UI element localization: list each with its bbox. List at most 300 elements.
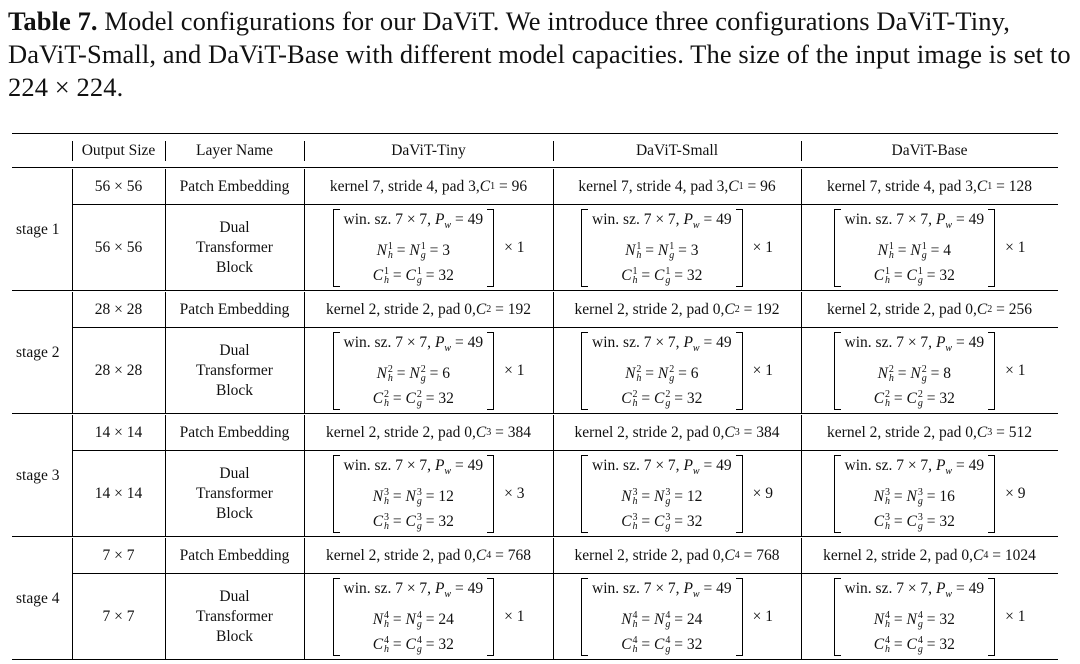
window-row (592, 576, 732, 607)
patch-config-cell (553, 538, 801, 573)
equals: = (926, 242, 944, 260)
window-size: win. sz. 7 × 7, (844, 579, 936, 597)
patch-config: kernel 2, stride 2, pad 0, (326, 423, 476, 441)
repeat-multiplier: × 1 (1005, 238, 1026, 256)
layer-name-line: Block (215, 381, 254, 399)
equals: = (890, 513, 907, 531)
layer-name-cell (165, 292, 304, 327)
equals: = (952, 333, 969, 351)
stage-label-cell (12, 538, 76, 659)
equals: = (739, 300, 757, 318)
subscript: h (384, 275, 390, 287)
column-divider (165, 169, 166, 290)
channel-value: 768 (756, 546, 780, 564)
channels-row (621, 263, 702, 288)
superscript: 1 (669, 241, 675, 253)
channel-value: 384 (507, 423, 531, 441)
channels-value: 32 (438, 513, 454, 531)
channels-row (621, 386, 702, 411)
equals: = (392, 365, 410, 383)
channels-row (621, 632, 702, 657)
heads-value: 6 (690, 365, 699, 383)
n-symbol: N (376, 242, 387, 260)
c-symbol: C (873, 267, 885, 285)
superscript: 2 (921, 364, 927, 376)
right-bracket (487, 209, 494, 287)
equals: = (739, 546, 757, 564)
c-symbol: C (906, 267, 917, 285)
heads-row (621, 484, 702, 509)
superscript: 2 (387, 364, 393, 376)
pw-value: 49 (467, 579, 484, 597)
c-symbol: C (654, 267, 665, 285)
layer-name-cell (165, 538, 304, 573)
output-size: 14 × 14 (94, 423, 143, 441)
repeat-multiplier: × 3 (504, 484, 525, 502)
superscript: 3 (665, 512, 671, 524)
channels-row (373, 509, 454, 534)
equals: = (952, 210, 969, 228)
channels-row (621, 509, 702, 534)
window-size: win. sz. 7 × 7, (844, 333, 936, 351)
c-symbol: C (372, 513, 384, 531)
header-label: DaViT-Small (635, 142, 719, 159)
channel-symbol: C (479, 177, 491, 195)
config-matrix (834, 207, 996, 288)
equals: = (670, 636, 687, 654)
channel-superscript: 2 (486, 304, 492, 315)
equals: = (421, 611, 439, 629)
channel-symbol: C (976, 423, 988, 441)
c-symbol: C (405, 267, 416, 285)
stage-label-cell (12, 169, 76, 290)
bottom-rule (12, 659, 1058, 660)
pw-symbol: P (935, 333, 946, 351)
channel-superscript: 4 (983, 550, 989, 561)
subscript: h (885, 619, 891, 631)
patch-config-cell (553, 415, 801, 450)
pw-value: 49 (716, 579, 732, 597)
stage-rule (12, 413, 1058, 414)
subscript: g (416, 644, 422, 656)
n-symbol: N (376, 365, 387, 383)
block-config-cell (553, 205, 801, 290)
subscript: h (384, 496, 390, 508)
subscript: g (921, 373, 927, 385)
subscript: h (384, 398, 390, 410)
patch-config-cell (801, 415, 1058, 450)
pw-symbol: P (683, 456, 693, 474)
channel-superscript: 4 (734, 550, 740, 561)
equals: = (421, 636, 439, 654)
header-label: Layer Name (195, 142, 274, 159)
pw-subscript: w (692, 220, 700, 232)
output-size-cell (72, 328, 165, 413)
channel-value: 192 (756, 300, 780, 318)
subscript: g (665, 398, 671, 410)
stage-label-cell (12, 292, 76, 413)
window-row (344, 576, 484, 607)
equals: = (952, 456, 969, 474)
heads-row (874, 607, 955, 632)
c-symbol: C (873, 636, 885, 654)
equals: = (637, 636, 655, 654)
pw-symbol: P (935, 579, 946, 597)
equals: = (637, 390, 655, 408)
matrix-rows (340, 576, 488, 657)
channel-superscript: 3 (486, 427, 492, 438)
c-symbol: C (906, 390, 917, 408)
pw-value: 49 (716, 456, 732, 474)
n-symbol: N (873, 611, 885, 629)
channel-value: 96 (760, 177, 776, 195)
pw-subscript: w (692, 589, 700, 601)
config-matrix (581, 330, 743, 411)
header-label: Output Size (81, 142, 156, 159)
n-symbol: N (409, 365, 420, 383)
header-label: DaViT-Tiny (391, 142, 466, 159)
output-size-cell (72, 205, 165, 290)
equals: = (670, 513, 687, 531)
channel-symbol: C (724, 546, 735, 564)
channel-symbol: C (475, 300, 487, 318)
subscript: g (917, 644, 923, 656)
c-symbol: C (621, 390, 632, 408)
config-matrix (581, 453, 743, 534)
subscript: h (885, 398, 891, 410)
channels-value: 32 (686, 513, 703, 531)
channel-value: 256 (1008, 300, 1032, 318)
equals: = (451, 333, 468, 351)
subscript: h (632, 496, 638, 508)
config-matrix (834, 576, 996, 657)
equals: = (641, 365, 658, 383)
subscript: g (665, 521, 671, 533)
superscript: 3 (885, 487, 891, 499)
channels-value: 32 (939, 390, 955, 408)
subscript: g (921, 250, 927, 262)
layer-name-cell (165, 451, 304, 536)
equals: = (674, 242, 691, 260)
heads-value: 8 (943, 365, 952, 383)
superscript: 4 (885, 610, 891, 622)
subscript: h (387, 373, 393, 385)
equals: = (890, 611, 907, 629)
matrix-rows (340, 453, 488, 534)
heads-row (874, 484, 955, 509)
window-size: win. sz. 7 × 7, (592, 456, 684, 474)
c-symbol: C (906, 636, 917, 654)
matrix-rows (588, 453, 736, 534)
equals: = (495, 177, 512, 195)
c-symbol: C (621, 513, 632, 531)
n-symbol: N (910, 242, 921, 260)
column-divider (553, 538, 554, 659)
equals: = (389, 488, 406, 506)
subscript: h (384, 619, 390, 631)
layer-name-line: Transformer (196, 238, 273, 256)
patch-config: kernel 2, stride 2, pad 0, (574, 546, 725, 564)
c-symbol: C (405, 636, 416, 654)
left-bracket (333, 578, 340, 656)
patch-config: kernel 2, stride 2, pad 0, (326, 300, 476, 318)
heads-row (625, 361, 698, 386)
block-config-cell (801, 205, 1058, 290)
output-size: 7 × 7 (102, 546, 135, 564)
superscript: 2 (885, 389, 891, 401)
n-symbol: N (409, 242, 420, 260)
stage-rule (12, 536, 1058, 537)
subscript: h (885, 496, 891, 508)
window-row (344, 453, 484, 484)
n-symbol: N (877, 242, 888, 260)
column-divider (72, 292, 73, 413)
layer-name-line: Transformer (196, 361, 273, 379)
superscript: 2 (665, 389, 671, 401)
n-symbol: N (625, 242, 636, 260)
left-bracket (581, 455, 588, 533)
superscript: 1 (917, 266, 923, 278)
left-bracket (581, 332, 588, 410)
equals: = (670, 611, 687, 629)
channel-superscript: 1 (738, 181, 744, 192)
pw-value: 49 (467, 333, 484, 351)
layer-name-cell (165, 574, 304, 659)
equals: = (637, 267, 655, 285)
superscript: 2 (917, 389, 923, 401)
equals: = (674, 365, 691, 383)
window-size: win. sz. 7 × 7, (592, 333, 684, 351)
equals: = (421, 390, 439, 408)
pw-subscript: w (444, 220, 452, 232)
subscript: g (665, 644, 671, 656)
stage-label: stage 3 (16, 466, 60, 484)
channel-symbol: C (475, 546, 487, 564)
channel-value: 512 (1008, 423, 1032, 441)
table-caption (8, 5, 1072, 104)
subscript: h (636, 373, 642, 385)
column-divider (72, 538, 73, 659)
superscript: 1 (665, 266, 671, 278)
left-bracket (333, 455, 340, 533)
layer-name-cell (165, 328, 304, 413)
left-bracket (834, 578, 841, 656)
right-bracket (487, 578, 494, 656)
config-matrix (333, 576, 495, 657)
superscript: 2 (420, 364, 426, 376)
channels-row (874, 263, 955, 288)
c-symbol: C (654, 636, 665, 654)
subscript: h (632, 275, 638, 287)
superscript: 3 (885, 512, 891, 524)
equals: = (421, 267, 439, 285)
heads-value: 6 (442, 365, 451, 383)
window-size: win. sz. 7 × 7, (844, 210, 936, 228)
header-label: DaViT-Base (891, 142, 968, 159)
pw-subscript: w (444, 589, 452, 601)
superscript: 1 (888, 241, 894, 253)
n-symbol: N (877, 365, 888, 383)
heads-value: 24 (686, 611, 703, 629)
heads-row (878, 238, 951, 263)
subscript: g (416, 521, 422, 533)
heads-value: 4 (943, 242, 952, 260)
right-bracket (988, 332, 995, 410)
n-symbol: N (657, 242, 669, 260)
header-1 (72, 135, 165, 167)
channels-row (874, 386, 955, 411)
superscript: 1 (885, 266, 891, 278)
c-symbol: C (405, 390, 416, 408)
channel-symbol: C (976, 300, 988, 318)
patch-config-cell (304, 538, 553, 573)
layer-name: Patch Embedding (179, 423, 290, 441)
repeat-multiplier: × 9 (1005, 484, 1026, 502)
output-size: 56 × 56 (94, 177, 143, 195)
channel-superscript: 2 (734, 304, 740, 315)
column-divider (165, 415, 166, 536)
matrix-rows (841, 207, 989, 288)
patch-config: kernel 2, stride 2, pad 0, (827, 300, 977, 318)
heads-value: 12 (438, 488, 454, 506)
pw-symbol: P (434, 333, 445, 351)
channel-symbol: C (724, 423, 735, 441)
pw-subscript: w (945, 589, 953, 601)
layer-name-line: Dual (219, 464, 250, 482)
config-matrix (333, 207, 495, 288)
heads-value: 32 (939, 611, 955, 629)
window-row (845, 330, 985, 361)
c-symbol: C (906, 513, 917, 531)
superscript: 2 (636, 364, 642, 376)
subscript: g (669, 250, 675, 262)
patch-config: kernel 7, stride 4, pad 3, (329, 177, 480, 195)
layer-name-line: Block (215, 627, 254, 645)
pw-subscript: w (444, 466, 452, 478)
column-divider (304, 141, 305, 161)
repeat-multiplier: × 1 (1005, 607, 1026, 625)
superscript: 4 (632, 635, 638, 647)
right-bracket (487, 332, 494, 410)
repeat-multiplier: × 1 (752, 607, 773, 625)
equals: = (421, 488, 439, 506)
channel-symbol: C (728, 177, 739, 195)
equals: = (893, 242, 911, 260)
superscript: 3 (416, 512, 422, 524)
equals: = (699, 210, 717, 228)
superscript: 3 (917, 487, 923, 499)
equals: = (922, 488, 940, 506)
column-divider (553, 292, 554, 413)
subscript: h (636, 250, 642, 262)
config-matrix (333, 330, 495, 411)
output-size-cell (72, 169, 165, 204)
repeat-multiplier: × 1 (752, 361, 773, 379)
equals: = (952, 579, 969, 597)
window-row (845, 576, 985, 607)
pw-value: 49 (968, 456, 985, 474)
heads-value: 24 (438, 611, 454, 629)
channels-value: 32 (686, 636, 703, 654)
repeat-multiplier: × 1 (752, 238, 773, 256)
channel-value: 1024 (1004, 546, 1036, 564)
equals: = (451, 456, 468, 474)
heads-value: 12 (686, 488, 703, 506)
matrix-rows (841, 576, 989, 657)
superscript: 1 (636, 241, 642, 253)
subscript: g (420, 373, 426, 385)
patch-config-cell (553, 169, 801, 204)
heads-row (373, 484, 454, 509)
pw-value: 49 (467, 456, 484, 474)
equals: = (988, 546, 1005, 564)
c-symbol: C (654, 390, 665, 408)
superscript: 3 (665, 487, 671, 499)
pw-symbol: P (683, 333, 693, 351)
equals: = (922, 267, 940, 285)
output-size: 56 × 56 (94, 238, 143, 256)
column-divider (304, 415, 305, 536)
layer-name-line: Transformer (196, 607, 273, 625)
heads-row (621, 607, 702, 632)
pw-subscript: w (945, 220, 953, 232)
channels-row (373, 386, 454, 411)
n-symbol: N (906, 488, 917, 506)
layer-name-line: Dual (219, 218, 250, 236)
pw-symbol: P (434, 579, 445, 597)
channel-value: 384 (756, 423, 780, 441)
matrix-rows (588, 576, 736, 657)
pw-symbol: P (434, 210, 445, 228)
subscript: g (665, 496, 671, 508)
repeat-multiplier: × 1 (504, 238, 525, 256)
c-symbol: C (372, 390, 384, 408)
layer-name-line: Transformer (196, 484, 273, 502)
subscript: g (416, 619, 422, 631)
equals: = (451, 210, 468, 228)
right-bracket (988, 455, 995, 533)
pw-symbol: P (935, 456, 946, 474)
subscript: g (416, 496, 422, 508)
window-row (344, 207, 484, 238)
pw-subscript: w (945, 466, 953, 478)
header-5 (801, 135, 1058, 167)
column-divider (72, 141, 73, 161)
channels-value: 32 (438, 267, 454, 285)
patch-config: kernel 2, stride 2, pad 0, (823, 546, 973, 564)
window-row (592, 453, 732, 484)
channel-superscript: 2 (987, 304, 993, 315)
patch-config: kernel 2, stride 2, pad 0, (326, 546, 476, 564)
patch-config-cell (553, 292, 801, 327)
n-symbol: N (625, 365, 636, 383)
equals: = (890, 390, 907, 408)
equals: = (389, 267, 406, 285)
n-symbol: N (657, 365, 669, 383)
channel-value: 128 (1008, 177, 1032, 195)
header-2 (165, 135, 304, 167)
superscript: 2 (632, 389, 638, 401)
patch-config-cell (801, 169, 1058, 204)
window-row (845, 207, 985, 238)
equals: = (670, 390, 687, 408)
left-bracket (333, 209, 340, 287)
n-symbol: N (621, 488, 632, 506)
output-size-cell (72, 451, 165, 536)
config-matrix (834, 330, 996, 411)
config-matrix (581, 207, 743, 288)
pw-subscript: w (692, 466, 700, 478)
